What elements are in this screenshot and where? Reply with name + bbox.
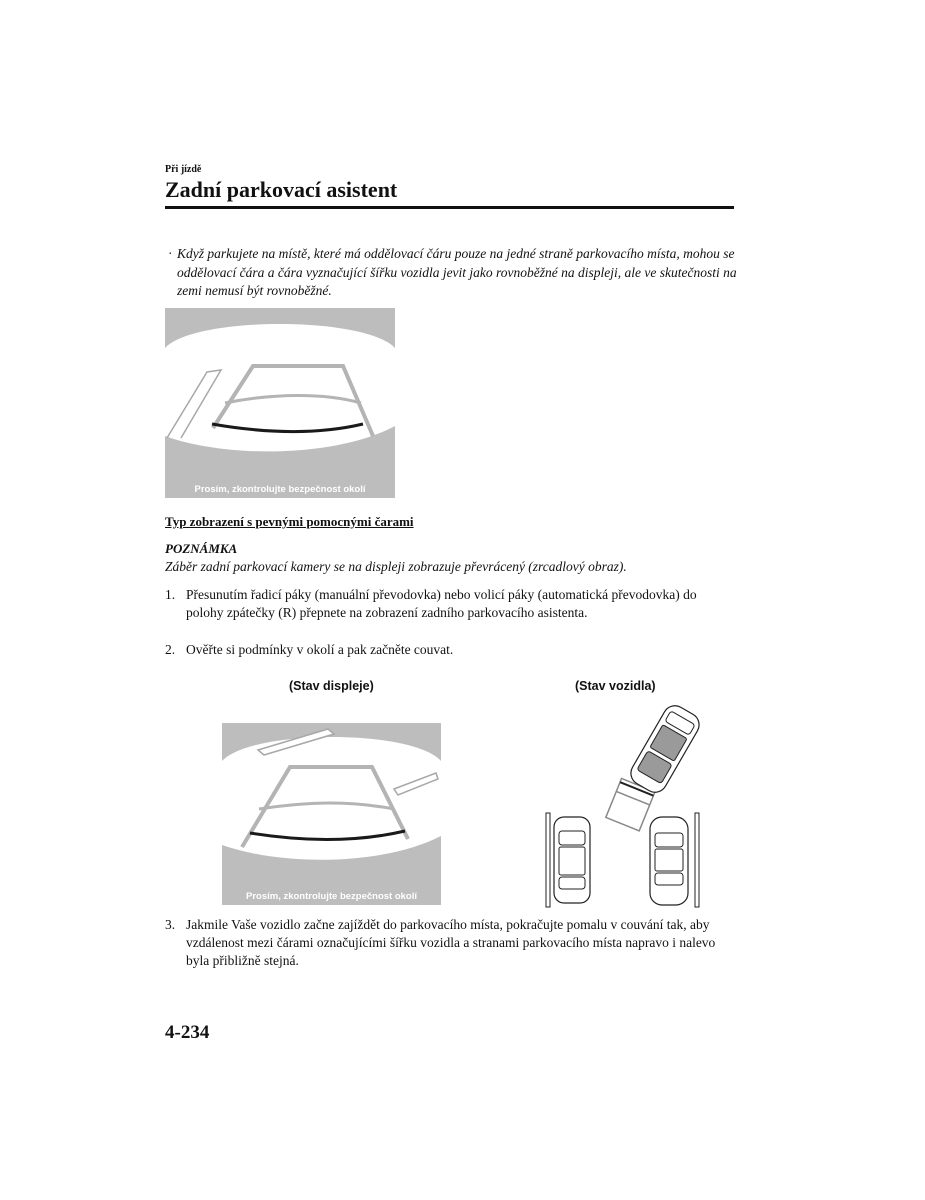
page-title: Zadní parkovací asistent <box>165 177 398 202</box>
camera-display-figure-1 <box>165 308 395 498</box>
step-item <box>165 586 737 622</box>
parked-car-left <box>554 817 590 903</box>
step-number: 2. <box>165 642 176 657</box>
step-text: Přesunutím řadicí páky (manuální převodovka) nebo volicí páky (automatická převodovka) do polohy zpátečky (R) přepnete na zobrazení zadního parkovacího asistenta. <box>186 587 697 620</box>
camera-display-figure-2 <box>222 723 441 905</box>
page-number: 4-234 <box>165 1022 210 1043</box>
step-number: 1. <box>165 587 176 602</box>
step-item <box>165 916 737 970</box>
vehicle-state-label: (Stav vozidla) <box>575 679 656 693</box>
step-text: Ověřte si podmínky v okolí a pak začněte couvat. <box>186 642 454 657</box>
parking-line <box>546 813 550 907</box>
parking-top-view-image <box>540 703 720 908</box>
note-text: Záběr zadní parkovací kamery se na displeji zobrazuje převrácený (zrcadlový obraz). <box>165 559 627 574</box>
step-text: Jakmile Vaše vozidlo začne zajíždět do parkovacího místa, pokračujte pomalu v couvání tak, aby vzdálenost mezi čárami označujícími šířku vozidla a stranami parkovacího místa napravo i nalevo byla přibližně stejná. <box>186 917 716 968</box>
camera-caption: Prosím, zkontrolujte bezpečnost okolí <box>194 484 366 495</box>
display-state-label: (Stav displeje) <box>289 679 374 693</box>
bullet-text: Když parkujete na místě, které má oddělovací čáru pouze na jedné straně parkovacího místa, mohou se oddělovací čára a čára vyznačující šířku vozidla jevit jako rovnoběžné na displeji, ale ve skutečnosti na zemi nemusí být rovnoběžné. <box>177 246 737 298</box>
title-rule <box>165 206 734 209</box>
camera-display-image <box>222 723 441 905</box>
step-number: 3. <box>165 917 176 932</box>
step-item <box>165 641 737 659</box>
parking-line <box>695 813 699 907</box>
camera-display-image <box>165 308 395 498</box>
camera-caption: Prosím, zkontrolujte bezpečnost okolí <box>245 891 418 902</box>
bullet-note <box>165 245 737 301</box>
section-label: Při jízdě <box>165 164 202 175</box>
reversing-car <box>627 703 704 797</box>
vehicle-state-illustration <box>540 703 720 908</box>
subheading: Typ zobrazení s pevnými pomocnými čarami <box>165 514 414 529</box>
parked-car-right <box>650 817 688 905</box>
note-label: POZNÁMKA <box>165 541 238 556</box>
bullet-dot-icon: · <box>168 246 173 261</box>
